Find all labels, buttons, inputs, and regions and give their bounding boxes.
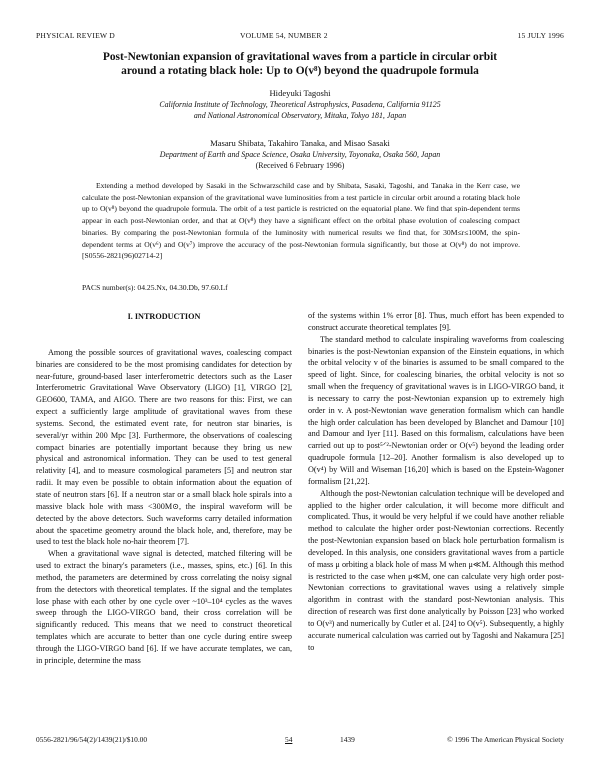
right-column bbox=[308, 310, 564, 653]
paragraph: of the systems within 1% error [8]. Thus, much effort has been expended to construct accurate theoretical templates [9]. bbox=[308, 311, 564, 332]
authors-2: Masaru Shibata, Takahiro Tanaka, and Misao Sasaki bbox=[210, 138, 390, 148]
footer-code: 0556-2821/96/54(2)/1439(21)/$10.00 bbox=[36, 735, 148, 744]
footer-volume: 54 bbox=[285, 735, 293, 744]
section-heading: I. INTRODUCTION bbox=[127, 312, 201, 321]
paragraph: Among the possible sources of gravitational waves, coalescing compact binaries are considered to be the most promising candidates for detection by near-future, ground-based laser interferometric detectors such as the Laser Interferometric Gravitational Wave Observatory (LIGO) [1], VIRGO [2], GEO600, TAMA, and AIGO. There are two reasons for this: First, we can expect a sufficiently large amplitude of gravitational waves from these systems. Second, the estimated event rate, for neutron star binaries, is several/yr within 200 Mpc [3]. Furthermore, the observations of coalescing compact binaries are potentially important because they bring us new physical and astronomical information. They can be used to test general relativity [4], and to measure cosmological parameters [5] and neutron star radii. It may even be possible to obtain information about the equation of state of neutron stars [6]. If a neutron star or a small black hole spirals into a massive black hole with mass <300M⊙, the inspiral waveform will be detected by the above detectors. Such waveforms carry detailed information about the spacetime geometry around the black hole, and, therefore, may be used to test the black hole no-hair theorem [7]. bbox=[36, 347, 292, 547]
affiliation-1 bbox=[36, 99, 564, 121]
journal-name: PHYSICAL REVIEW D bbox=[36, 31, 115, 40]
affiliation-1-line-2: and National Astronomical Observatory, Mitaka, Tokyo 181, Japan bbox=[193, 111, 407, 120]
author-1: Hideyuki Tagoshi bbox=[269, 88, 331, 98]
volume-info: VOLUME 54, NUMBER 2 bbox=[240, 31, 328, 40]
affiliation-2: Department of Earth and Space Science, Osaka University, Toyonaka, Osaka 560, Japan bbox=[159, 150, 441, 159]
paragraph: The standard method to calculate inspiraling waveforms from coalescing binaries is the post-Newtonian expansion of the Einstein equations, in which the orbital velocity v of the binaries is assumed to be small compared to the speed of light. Since, for coalescing binaries, the orbital velocity is not so small when the frequency of gravitational waves is in LIGO-VIRGO band, it is necessary to carry the post-Newtonian expansion up to extremely high order in v. A post-Newtonian wave generation formalism which can handle the high order calculation has been developed by Blanchet and Damour [10] and Damour and Iyer [11]. Based on this formalism, calculations have been carried out up to post⁵ᐟ²-Newtonian order or O(v⁵) beyond the leading order quadrupole formula [12–20]. Another formalism is also developed up to O(v⁴) by Will and Wiseman [16,20] which is based on the Epstein-Wagoner formalism [21,22]. bbox=[308, 334, 564, 486]
pacs-numbers: PACS number(s): 04.25.Nx, 04.30.Db, 97.60.Lf bbox=[82, 283, 228, 292]
received-date: (Received 6 February 1996) bbox=[255, 161, 345, 170]
copyright: © 1996 The American Physical Society bbox=[447, 735, 564, 744]
paragraph: When a gravitational wave signal is detected, matched filtering will be used to extract the binary's parameters (i.e., masses, spins, etc.) [6]. In this method, the parameters are determined by cross correlating the noisy signal from the detectors with theoretical templates. If the signal and the templates lose phase with each other by one cycle over ~10³–10⁴ cycles as the waves sweep through the LIGO-VIRGO band, their cross correlation will be significantly reduced. This means that we need to construct theoretical templates which are accurate to better than one cycle during entire sweep through the LIGO-VIRGO band [6]. If we have accurate templates, we can, in principle, determine the mass bbox=[36, 549, 292, 665]
issue-date: 15 JULY 1996 bbox=[517, 31, 564, 40]
page-number: 1439 bbox=[340, 735, 355, 744]
abstract: Extending a method developed by Sasaki in the Schwarzschild case and by Shibata, Sasaki, Tagoshi, and Tanaka in the Kerr case, we calculate the post-Newtonian expansion of the gravitational wave luminosities from a test particle in circular orbit around a rotating black hole up to O(v⁸) beyond the quadrupole formula. The orbit of a test particle is restricted on the equatorial plane. We find that spin-dependent terms appear in each post-Newtonian order, and that at O(v⁸) they have a significant effect on the orbital phase evolution of coalescing compact binaries. By comparing the post-Newtonian formula of the luminosity with numerical results we find that, for 30M≤r≤100M, the spin-dependent terms at O(v⁶) and O(v⁷) improve the accuracy of the post-Newtonian formula significantly, but those at O(v⁸) do not improve. [S0556-2821(96)02714-2] bbox=[82, 181, 520, 261]
title-line-2: around a rotating black hole: Up to O(v⁸) beyond the quadrupole formula bbox=[121, 65, 479, 77]
paragraph: Although the post-Newtonian calculation technique will be developed and applied to the higher order calculation, it will become more difficult and complicated. Thus, it would be very helpful if we could have another reliable method to calculate the higher order post-Newtonian corrections. Recently the post-Newtonian expansion based on black hole perturbation formalism is developed. In this analysis, one considers gravitational waves from a particle of mass μ orbiting a black hole of mass M when μ≪M. Although this method is restricted to the case when μ≪M, one can calculate very high order post-Newtonian corrections to gravitational waves using a relatively simple algorithm in contrast with the standard post-Newtonian analysis. This direction of research was first done analytically by Poisson [23] who worked to O(v³) and numerically by Cutler et al. [24] to O(v⁵). Subsequently, a highly accurate numerical calculation was carried out by Tagoshi and Nakamura [25] to bbox=[308, 488, 564, 652]
paper-title bbox=[36, 50, 564, 78]
title-line-1: Post-Newtonian expansion of gravitational waves from a particle in circular orbit bbox=[102, 51, 498, 63]
left-column bbox=[36, 310, 292, 667]
affiliation-1-line-1: California Institute of Technology, Theoretical Astrophysics, Pasadena, California 91125 bbox=[159, 100, 441, 109]
